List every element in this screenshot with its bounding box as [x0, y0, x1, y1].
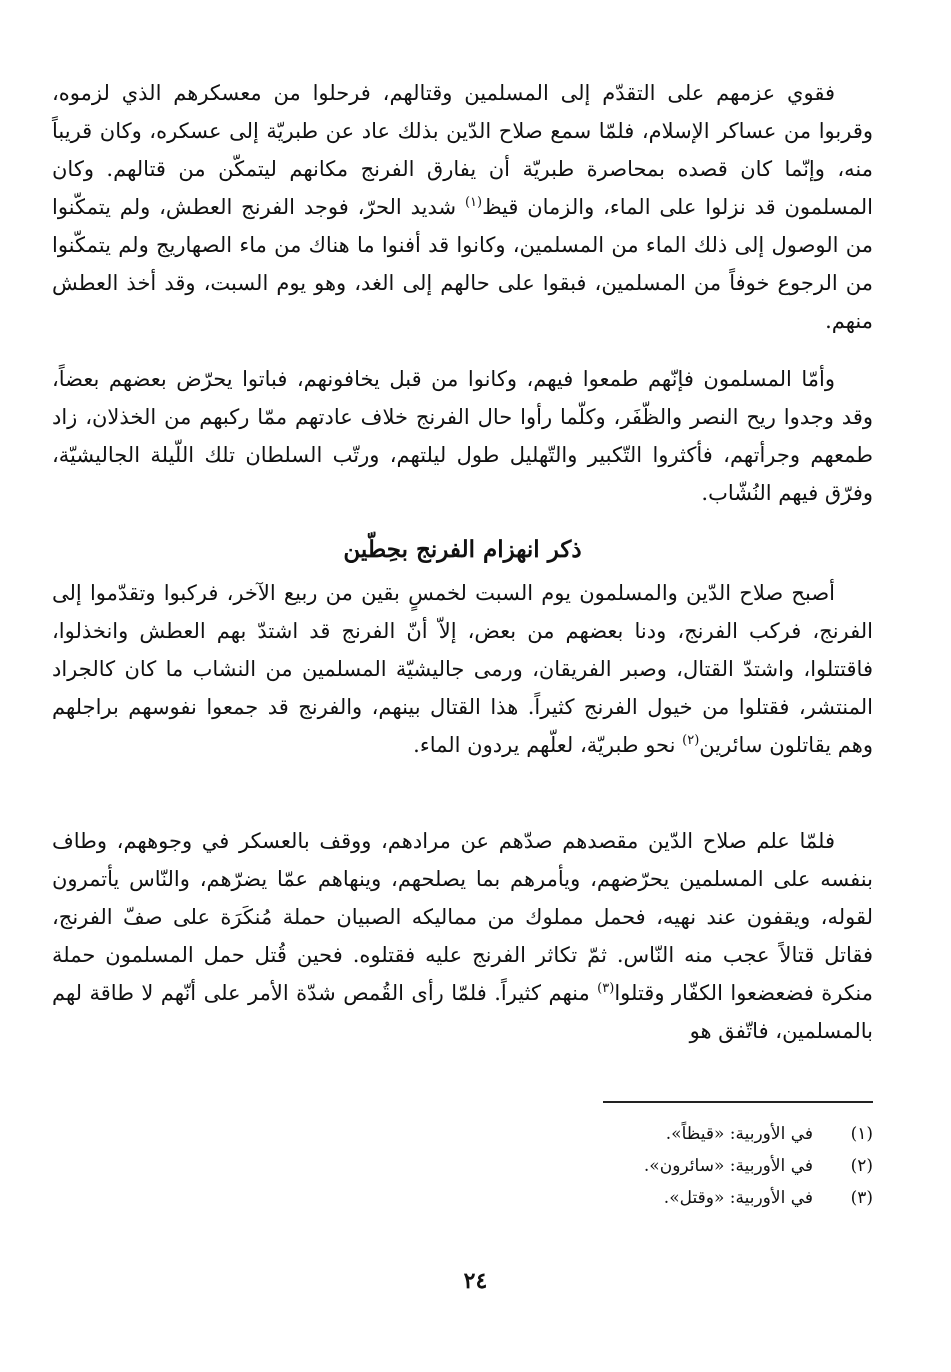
footnote-text: في الأوربية: «وقتل». — [663, 1188, 813, 1208]
paragraph-3 — [52, 574, 873, 764]
paragraph-2 — [52, 360, 873, 512]
footnote-marker-3: (٣) — [597, 981, 615, 996]
paragraph-1 — [52, 74, 873, 340]
footnote-text: في الأوربية: «قيظاً». — [665, 1124, 813, 1144]
paragraph-text: وأمّا المسلمون فإنّهم طمعوا فيهم، وكانوا من قبل يخافونهم، فباتوا يحرّض بعضهم بعضاً، وقد وجدوا ريح النصر والظّفَر، وكلّما رأوا حال الفرنج خلاف عادتهم ممّا ركبهم من الخذلان، زاد طمعهم وجرأتهم، فأكثروا التّكبير والتّهليل طول ليلتهم، ورتّب السلطان تلك اللّيلة الجاليشيّة، وفرّق فيهم النُشّاب. — [52, 367, 873, 505]
footnotes — [453, 1118, 873, 1214]
footnote-number: (٣) — [850, 1188, 873, 1208]
page-number: ٢٤ — [463, 1268, 488, 1294]
footnote-number: (٢) — [850, 1156, 873, 1176]
paragraph-text-tail: شديد الحرّ، فوجد الفرنج العطش، ولم يتمكّنوا من الوصول إلى ذلك الماء من المسلمين، وكانوا قد أفنوا ما هناك من ماء الصهاريج ولم يتمكّنوا من الرجوع خوفاً من المسلمين، فبقوا على حالهم إلى الغد، وهو يوم السبت، وقد أخذ العطش منهم. — [52, 195, 873, 333]
footnote-number: (١) — [850, 1124, 873, 1144]
footnote-text: في الأوربية: «سائرون». — [643, 1156, 813, 1176]
footnote-item — [453, 1150, 873, 1182]
footnote-item — [453, 1118, 873, 1150]
paragraph-text: فلمّا علم صلاح الدّين مقصدهم صدّهم عن مرادهم، ووقف بالعسكر في وجوههم، وطاف بنفسه على المسلمين يحرّضهم، ويأمرهم بما يصلحهم، وينهاهم عمّا يضرّهم، والنّاس يأتمرون لقوله، ويقفون عند نهيه، فحمل مملوك من مماليكه الصبيان حملة مُنكَرَة على صفّ الفرنج، فقاتل قتالاً عجب منه النّاس. ثمّ تكاثر الفرنج عليه فقتلوه. فحين قُتل حمل المسلمون حملة منكرة فضعضعوا الكفّار وقتلوا — [52, 829, 873, 1005]
paragraph-4 — [52, 822, 873, 1050]
paragraph-text: فقوي عزمهم على التقدّم إلى المسلمين وقتالهم، فرحلوا من معسكرهم الذي لزموه، وقربوا من عساكر الإسلام، فلمّا سمع صلاح الدّين بذلك عاد عن طبريّة إلى عسكره، وكان قريباً منه، وإنّما كان قصده بمحاصرة طبريّة أن يفارق الفرنج مكانهم ليتمكّن من قتالهم. وكان المسلمون قد نزلوا على الماء، والزمان قيظ — [52, 81, 873, 219]
footnote-divider — [603, 1101, 873, 1103]
paragraph-text: أصبح صلاح الدّين والمسلمون يوم السبت لخمسٍ بقين من ربيع الآخر، فركبوا وتقدّموا إلى الفرنج، فركب الفرنج، ودنا بعضهم من بعض، إلاّ أنّ الفرنج قد اشتدّ بهم العطش وانخذلوا، فاقتتلوا، واشتدّ القتال، وصبر الفريقان، ورمى جاليشيّة المسلمين من النشاب ما كان كالجراد المنتشر، فقتلوا من خيول الفرنج كثيراً. هذا القتال بينهم، والفرنج قد جمعوا نفوسهم براجلهم وهم يقاتلون سائرين — [52, 581, 873, 757]
paragraph-text-tail: منهم كثيراً. فلمّا رأى القُمص شدّة الأمر على أنّهم لا طاقة لهم بالمسلمين، فاتّفق هو — [52, 981, 873, 1043]
footnote-marker-2: (٢) — [682, 733, 700, 748]
paragraph-text-tail: نحو طبريّة، لعلّهم يردون الماء. — [413, 733, 683, 757]
footnote-marker-1: (١) — [464, 195, 483, 210]
footnote-item — [453, 1182, 873, 1214]
section-heading: ذكر انهزام الفرنج بحِطّين — [343, 536, 582, 563]
